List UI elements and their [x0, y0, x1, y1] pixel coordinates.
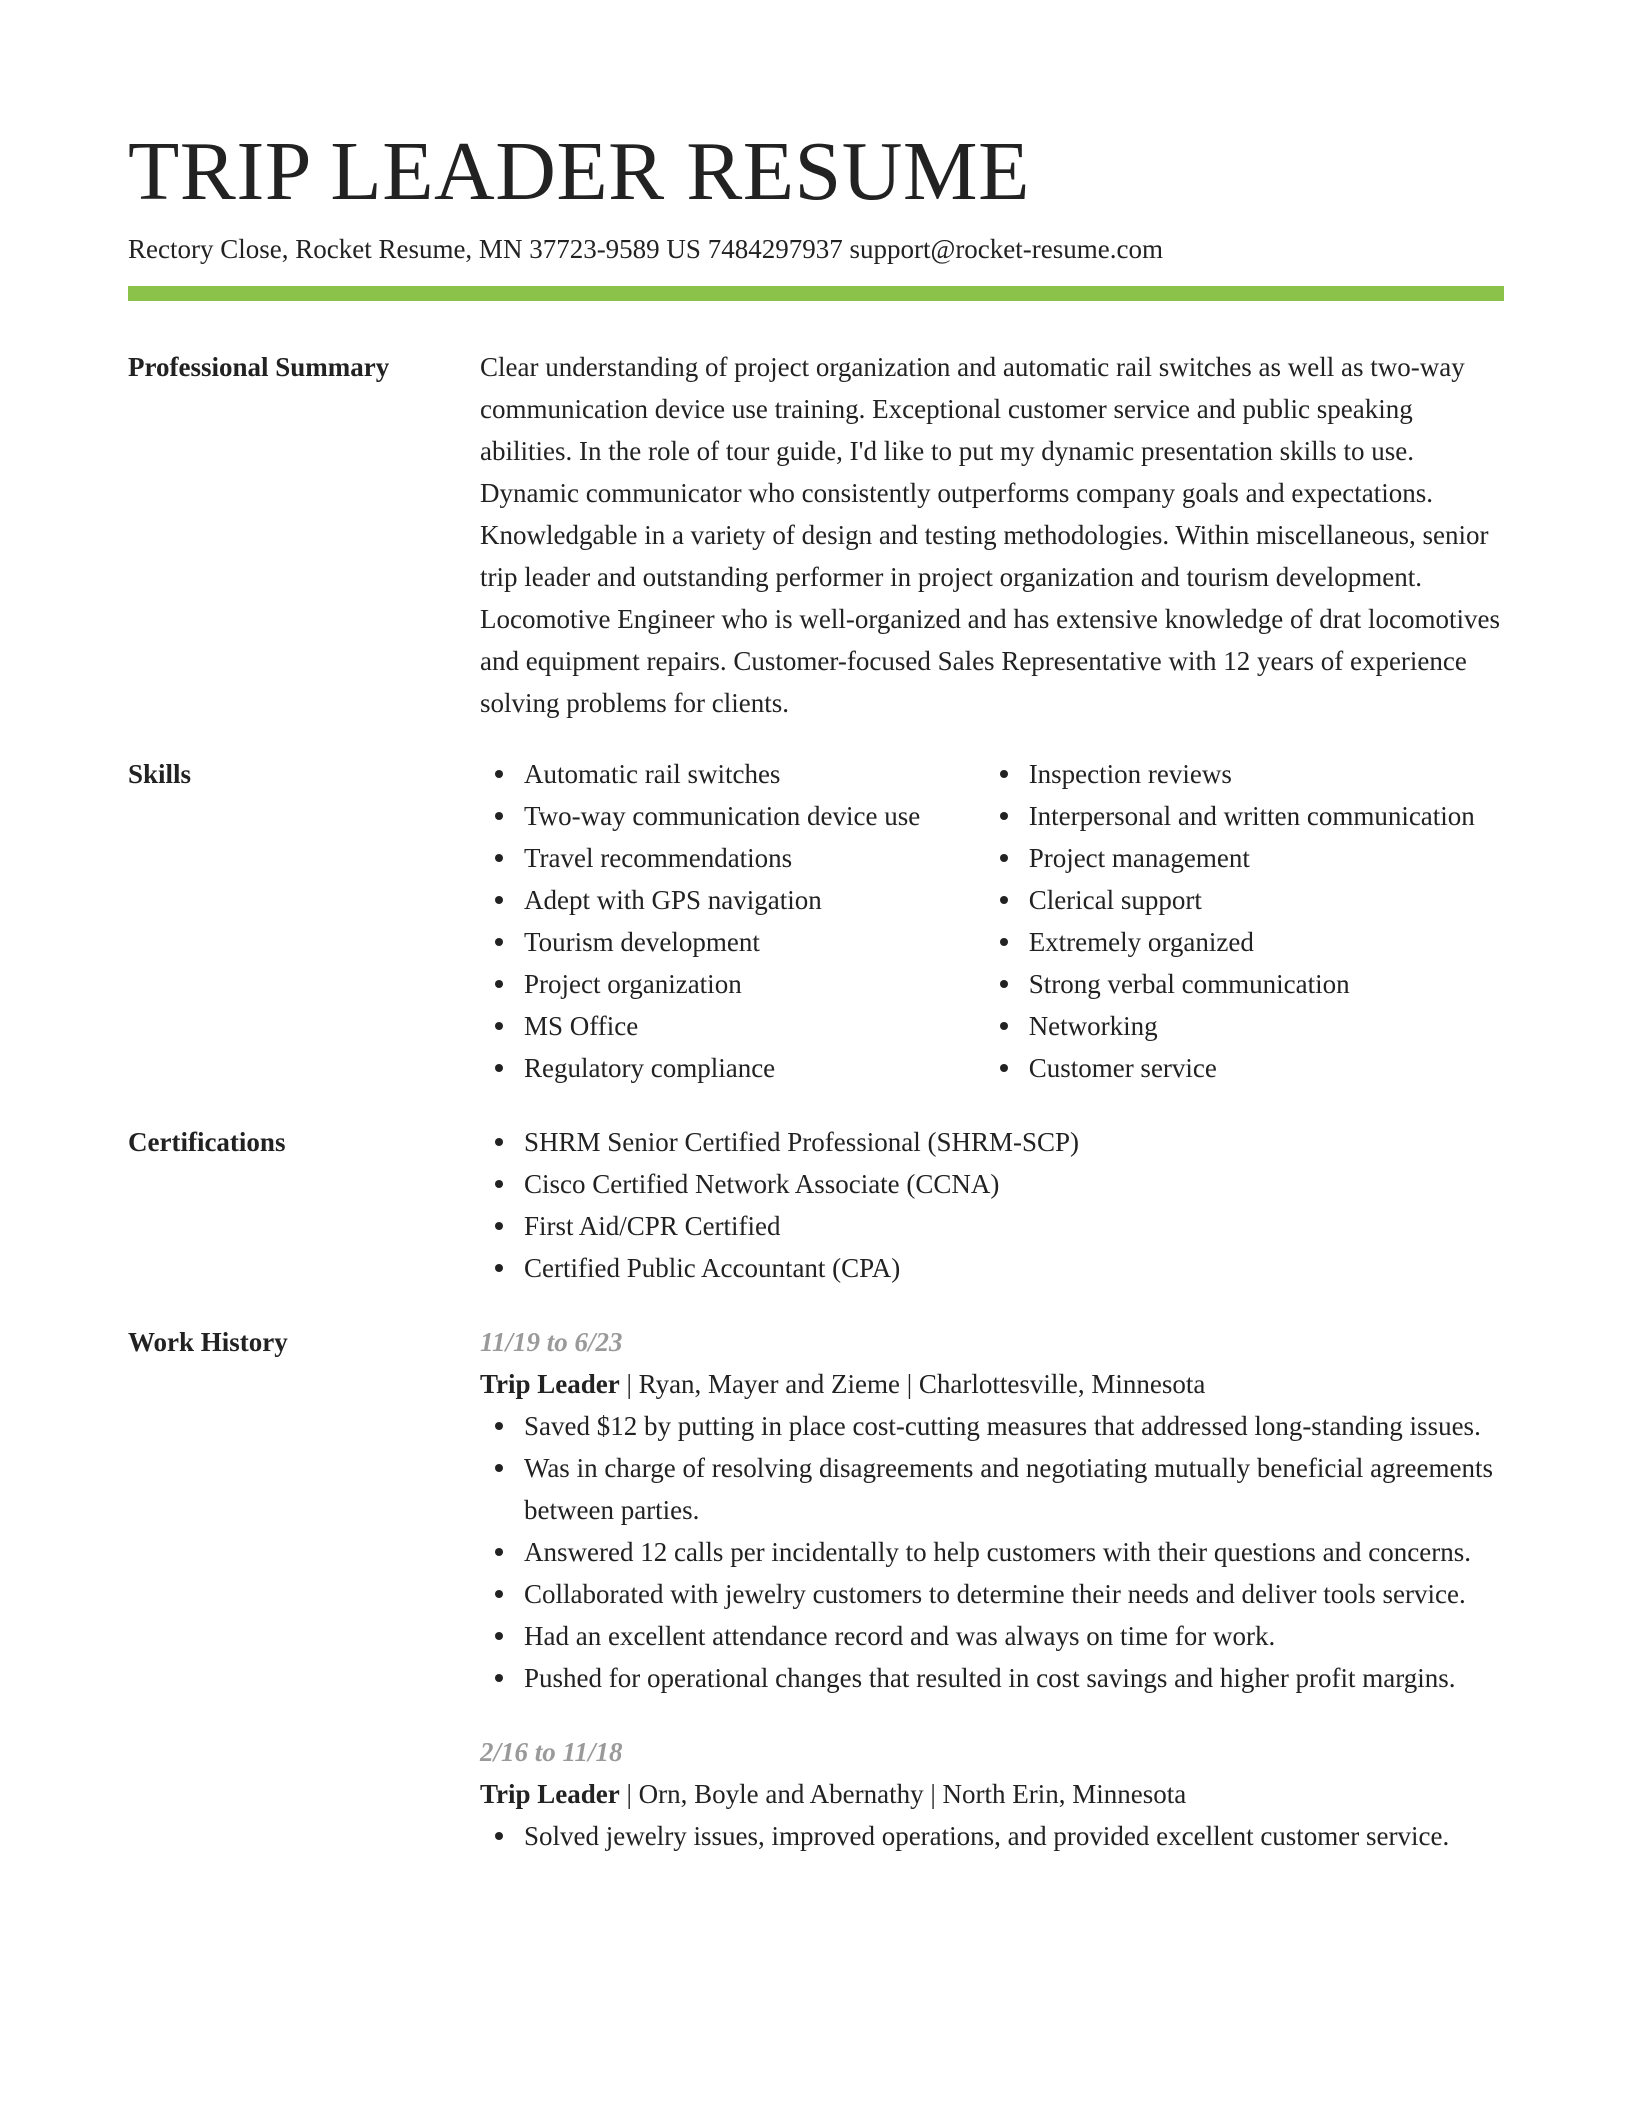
job-duty-item: Was in charge of resolving disagreements and negotiating mutually beneficial agreements between parties. — [524, 1447, 1504, 1531]
contact-line — [128, 230, 1163, 268]
skill-item: Extremely organized — [1029, 921, 1504, 963]
summary-heading: Professional Summary — [128, 352, 390, 382]
skill-item: Customer service — [1029, 1047, 1504, 1089]
skill-item: Clerical support — [1029, 879, 1504, 921]
skill-item: Networking — [1029, 1005, 1504, 1047]
certifications-heading: Certifications — [128, 1127, 286, 1157]
summary-text: Clear understanding of project organization and automatic rail switches as well as two-way communication device use training. Exceptional customer service and public speaking abilities. In the role of tour guide, I'd like to put my dynamic presentation skills to use. Dynamic communicator who consistently outperforms company goals and expectations. Knowledgable in a variety of design and testing methodologies. Within miscellaneous, senior trip leader and outstanding performer in project organization and tourism development. Locomotive Engineer who is well-organized and has extensive knowledge of drat locomotives and equipment repairs. Customer-focused Sales Representative with 12 years of experience solving problems for clients. — [480, 352, 1500, 718]
work-history-heading: Work History — [128, 1327, 288, 1357]
skill-item: Adept with GPS navigation — [524, 879, 985, 921]
job-duty-item: Had an excellent attendance record and was always on time for work. — [524, 1615, 1504, 1657]
job-duties-list — [480, 1405, 1504, 1699]
job-employer-location: | Ryan, Mayer and Zieme | Charlottesville, Minnesota — [619, 1369, 1206, 1399]
job-dates: 2/16 to 11/18 — [480, 1737, 623, 1767]
job-duty-item: Answered 12 calls per incidentally to help customers with their questions and concerns. — [524, 1531, 1504, 1573]
resume-title: TRIP LEADER RESUME — [128, 125, 1030, 218]
contact-email: support@rocket-resume.com — [849, 234, 1163, 264]
certification-item: Certified Public Accountant (CPA) — [524, 1247, 1504, 1289]
skill-item: MS Office — [524, 1005, 985, 1047]
skill-item: Project management — [1029, 837, 1504, 879]
job-duty-item: Pushed for operational changes that resulted in cost savings and higher profit margins. — [524, 1657, 1504, 1699]
certifications-list — [480, 1121, 1504, 1289]
skills-list-left — [480, 753, 985, 1089]
skill-item: Interpersonal and written communication — [1029, 795, 1504, 837]
skill-item: Inspection reviews — [1029, 753, 1504, 795]
skill-item: Project organization — [524, 963, 985, 1005]
skill-item: Regulatory compliance — [524, 1047, 985, 1089]
job-entry — [480, 1731, 1504, 1857]
header-divider — [128, 286, 1504, 301]
skills-list-right — [985, 753, 1504, 1089]
job-duty-item: Saved $12 by putting in place cost-cutting measures that addressed long-standing issues. — [524, 1405, 1504, 1447]
skill-item: Automatic rail switches — [524, 753, 985, 795]
job-title: Trip Leader — [480, 1369, 620, 1399]
contact-phone: 7484297937 — [707, 234, 843, 264]
job-duty-item: Solved jewelry issues, improved operations, and provided excellent customer service. — [524, 1815, 1504, 1857]
job-duty-item: Collaborated with jewelry customers to determine their needs and deliver tools service. — [524, 1573, 1504, 1615]
certification-item: First Aid/CPR Certified — [524, 1205, 1504, 1247]
job-entry — [480, 1321, 1504, 1699]
job-dates: 11/19 to 6/23 — [480, 1327, 623, 1357]
job-title: Trip Leader — [480, 1779, 620, 1809]
certification-item: SHRM Senior Certified Professional (SHRM-SCP) — [524, 1121, 1504, 1163]
skills-heading: Skills — [128, 759, 192, 789]
contact-address: Rectory Close, Rocket Resume, MN 37723-9589 US — [128, 234, 701, 264]
certification-item: Cisco Certified Network Associate (CCNA) — [524, 1163, 1504, 1205]
job-duties-list — [480, 1815, 1504, 1857]
skill-item: Strong verbal communication — [1029, 963, 1504, 1005]
skill-item: Two-way communication device use — [524, 795, 985, 837]
skill-item: Tourism development — [524, 921, 985, 963]
skill-item: Travel recommendations — [524, 837, 985, 879]
job-employer-location: | Orn, Boyle and Abernathy | North Erin, Minnesota — [619, 1779, 1187, 1809]
